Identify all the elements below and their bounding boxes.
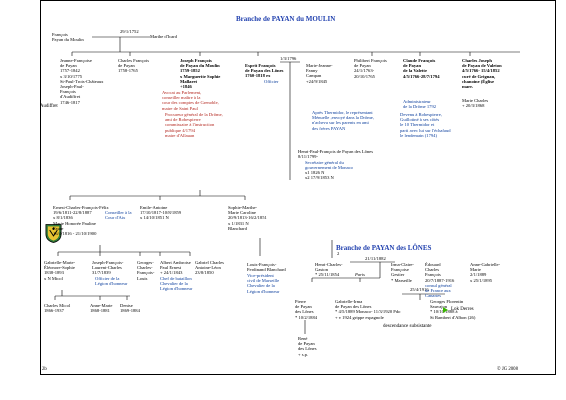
- person-irma: Irma-Claire- Françoise Gestier * Marseille: [391, 262, 414, 283]
- note-claude-career: Administrateur de la Drôme 1792: [403, 99, 437, 110]
- person-gabrielle: Gabrielle-Marie- Éléonore-Sophie 1838-1893 x N Micol: [44, 260, 76, 281]
- person-louis: Louis-François- Ferdinand Blanchard: [247, 262, 286, 273]
- marriage-date: 25/4/1916: [410, 287, 429, 292]
- note-albert: Chef de bataillon Chevalier de la Légion d'honneur: [160, 276, 193, 292]
- note-jf-career2: Procureur général de la Drôme, ami de Robespierre commissaire à l'instruction publique 4/1794 maire d'Allauan: [165, 112, 223, 138]
- person-charles-joseph: Charles Joseph de Payan de Valeton 4/5/1766- 15/4/1852 curé de Grignan, chanoine (Église marr.: [462, 58, 502, 90]
- green-arrow-icon: [443, 307, 448, 313]
- branch-title-moulin: Branche de PAYAN du MOULIN: [236, 15, 336, 23]
- generation-marker: 2: [337, 251, 340, 256]
- person-sophie: Sophie-Marthe- Marie Caroline 20/9/1813-16/2/1851 x 1/1831 N Blanchard: [228, 205, 267, 231]
- lok-derres: Lok Derres: [451, 307, 474, 312]
- person-joseph-laurent: Joseph-François- Laurent-Charles 31/7/1839: [92, 260, 124, 276]
- note-esprit-career: Officier: [264, 79, 279, 84]
- person-jeanne: Jeanne-Françoise de Payan 1757-1842 x 3/10/1775 St-Paul-Trois-Châteaux Joseph-Paul- François d'Audiffret 1746-1817: [60, 58, 104, 105]
- person-anne-marie: Anne-Marie 1868-1881: [90, 303, 113, 314]
- person-philibert: Philibert François de Payan 24/1/1763- 20/10/1765: [354, 58, 387, 79]
- person-ernest: Ernest-Charles-François-Félix 19/6/1811-22/8/1887 x 8/1/1836 Marie Honorée Pauline Faure 16/4/1816 - 21/10/1900: [53, 205, 109, 237]
- person-francois: François Payan du Moulin: [52, 32, 84, 43]
- note-joseph-laurent: Officier de la Légion d'honneur: [95, 276, 128, 287]
- note-jf-career: Avocat au Parlement, conseiller maître à la cour des comptes de Grenoble, maire de Saint Paul: [162, 90, 219, 111]
- person-anne-gabrielle: Anne-Gabrielle- Marie 2/1/1889 x 25/1/1895: [470, 262, 501, 283]
- person-jf-moulin: Joseph François de Payan du Moulin 1759-1852 x Marguerite Sophie Mallaret +1846: [180, 58, 221, 90]
- person-henri-charles: Henri-Charles- Gaston * 25/11/1854: [315, 262, 343, 278]
- person-edouard: Édouard Charles François 20/7/1887-1916: [425, 262, 455, 283]
- person-georges-florentin: Georges Florentin Sauvajon * 10/10/1888 à St Rambert d'Albon (26): [430, 299, 476, 320]
- person-albert: Albert Ambroise Paul Ernest + 24/1/1843: [160, 260, 191, 276]
- note-edouard: consul général de France aux Canaries: [425, 283, 452, 299]
- marriage-date: 21/11/1882: [365, 256, 386, 261]
- note-henri-paul-career: Secrétaire général du gouvernement de Monaco: [305, 160, 353, 171]
- note-thermidor: Après Thermidor, le représentant Ménuelle ,envoyé dans la Drôme, n'acheva sur les parents en ami des frères PAYAN: [312, 110, 374, 131]
- note-ernest-career: Conseiller à la Cour d'Aix: [105, 210, 132, 221]
- person-marie-jeanne: Marie-Jeanne- Fanny Campan +24/9/1845: [306, 63, 333, 84]
- person-emile: Emile-Antoine 17/10/1817-10/8/1859 x 14/10/1851 N: [140, 205, 182, 221]
- note-claude-career2: Devenu à Robespierre, Guillotiné à ses côtés le 10 Thermidor et parti avec lui sur l'échafaud le lendemain (1794): [400, 112, 451, 138]
- henri-paul-marriages: x1 1826 N x2 17/9/1853 N: [305, 170, 334, 181]
- copyright: © JG 2008: [497, 367, 518, 372]
- person-georges: Georges- Charles- François- Louis: [137, 260, 155, 281]
- place-paris: Paris: [355, 272, 365, 277]
- audiffret-label: Audiffret: [40, 104, 58, 109]
- person-charles: Charles François de Payan 1758-1765: [118, 58, 150, 74]
- marriage-date: 29/1/1752: [120, 29, 139, 34]
- branch-title-lones: Branche de PAYAN des LÔNES: [336, 244, 432, 252]
- descendance-note: descendance subsistante: [383, 324, 432, 329]
- person-claude: Claude François de Payan de la Valette 4/5/1766-28/7/1794: [403, 58, 440, 79]
- person-pierre: Pierre de Payan des Lônes * 10/2/1884: [295, 299, 318, 320]
- person-denise: Denise 1869-1884: [120, 303, 140, 314]
- person-henri-paul: Henri-Paul-François de Payan des Lônes 8/11/1799-: [298, 149, 374, 160]
- person-marthe: Marthe d'Icard: [150, 34, 177, 39]
- note-marie-charles: Marie Charles + 20/3/1868: [462, 98, 489, 109]
- person-esprit: Esprit François de Payan des Lônes 1760-1818 ex: [245, 63, 284, 79]
- person-gabriel: Gabriel Charles Antoine-Léon 23/8/1850: [195, 260, 224, 276]
- person-charles-micol: Charles Micol 1866-1937: [44, 303, 71, 314]
- person-gabrielle-irma: Gabrielle-Irma de Payan des Lônes * 4/5/1889 Monaco- 11/3/1920 Pdo + v 1924 grippe espagnole: [335, 299, 401, 320]
- person-rene: René de Payan des Lônes + s.p.: [298, 336, 317, 357]
- note-louis-career: Vice-président civil de Marseille Chevalier de la Légion d'honneur: [247, 273, 280, 294]
- page-number: 2b: [42, 367, 47, 372]
- marriage-date: 1/3/1796: [280, 56, 297, 61]
